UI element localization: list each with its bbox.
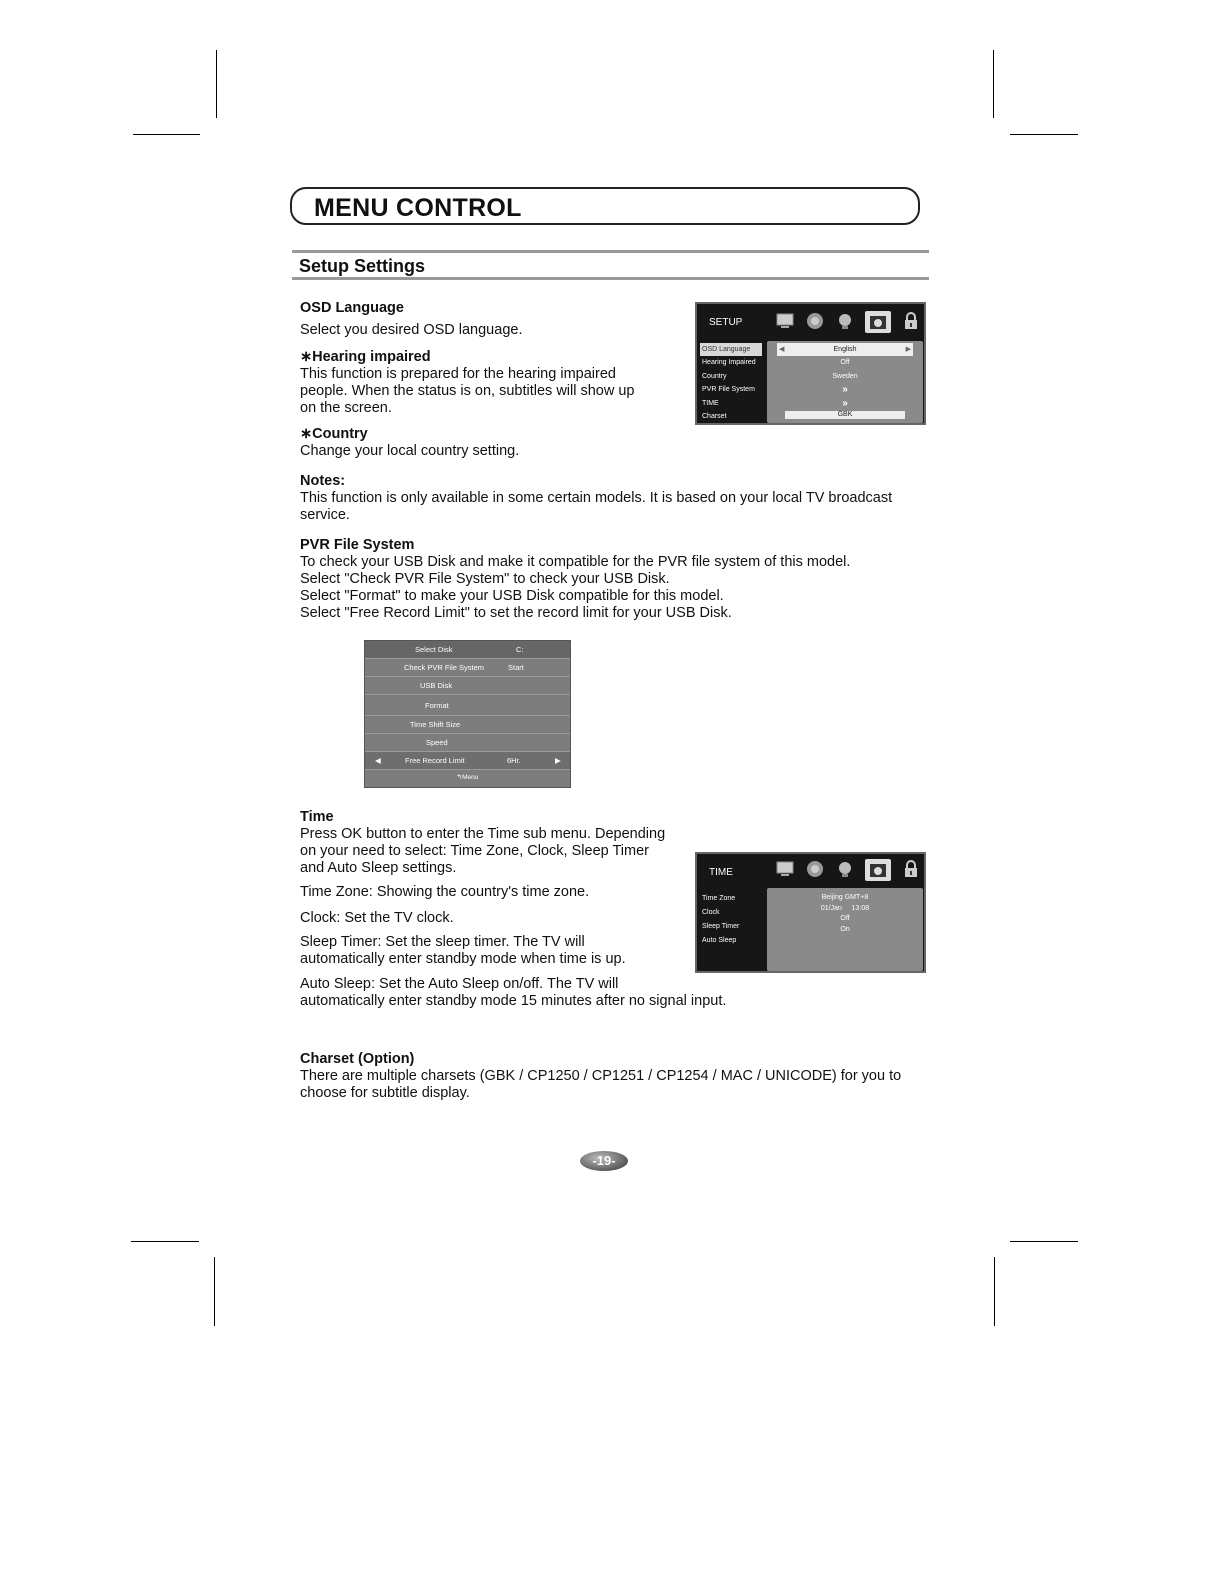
- tv-icon: [775, 311, 795, 331]
- notes-line: This function is only available in some certain models. It is based on your local TV broadcast: [300, 490, 893, 506]
- setup-value: »: [842, 397, 848, 409]
- setup-label: OSD Language: [700, 343, 762, 356]
- charset-line: There are multiple charsets (GBK / CP1250 / CP1251 / CP1254 / MAC / UNICODE) for you to: [300, 1068, 902, 1084]
- setup-value: Off: [840, 359, 850, 367]
- pvr-row: [365, 752, 570, 770]
- pvr-row: [365, 696, 570, 716]
- return-icon: ↰: [456, 774, 463, 781]
- setup-icon: [865, 311, 891, 333]
- pvr-row-label: Select Disk: [415, 645, 453, 654]
- osd-heading: OSD Language: [300, 300, 404, 316]
- pvr-footer-label: Menu: [462, 774, 479, 781]
- pvr-menu-screenshot: [364, 640, 571, 788]
- time-menu-title: TIME: [709, 867, 733, 878]
- time-line: and Auto Sleep settings.: [300, 860, 457, 876]
- crop-mark: [214, 1257, 215, 1326]
- pvr-line: Select "Check PVR File System" to check your USB Disk.: [300, 571, 670, 587]
- time-label: Sleep Timer: [702, 923, 740, 930]
- pvr-row-value: C:: [516, 645, 524, 654]
- notes-heading: Notes:: [300, 473, 346, 489]
- time-value: On: [840, 925, 850, 933]
- charset-heading: Charset (Option): [300, 1051, 415, 1067]
- settings-icon: [805, 859, 825, 879]
- notes-line: service.: [300, 507, 350, 523]
- crop-mark: [133, 134, 200, 135]
- hearing-line: on the screen.: [300, 400, 392, 416]
- pvr-row-label: Free Record Limit: [405, 756, 465, 765]
- charset-line: choose for subtitle display.: [300, 1085, 470, 1101]
- setup-menu-screenshot: [695, 302, 926, 425]
- page-number: -19-: [580, 1151, 628, 1171]
- pvr-row-value: Start: [508, 663, 524, 672]
- section-title: Setup Settings: [299, 256, 426, 276]
- time-label: Time Zone: [702, 895, 736, 902]
- pvr-line: Select "Format" to make your USB Disk compatible for this model.: [300, 588, 724, 604]
- hearing-line: This function is prepared for the hearing impaired: [300, 366, 616, 382]
- pvr-heading: PVR File System: [300, 537, 415, 553]
- setup-value: ◀ English ▶: [777, 343, 913, 356]
- time-zone-text: Time Zone: Showing the country's time zone.: [300, 884, 590, 900]
- crop-mark: [1010, 1241, 1078, 1242]
- pvr-row-label: Speed: [426, 738, 448, 747]
- pvr-row-label: Time Shift Size: [410, 720, 461, 729]
- time-value: 01/Jan 13:08: [820, 904, 870, 912]
- setup-value-text: English: [833, 346, 857, 353]
- setup-label: Country: [702, 372, 727, 380]
- pvr-line: Select "Free Record Limit" to set the record limit for your USB Disk.: [300, 605, 732, 621]
- page-title: MENU CONTROL: [314, 194, 522, 222]
- pvr-row: [365, 716, 570, 734]
- sleep-timer-text: Sleep Timer: Set the sleep timer. The TV will: [300, 934, 585, 950]
- sound-icon: [835, 311, 855, 331]
- pvr-row: [365, 641, 570, 659]
- left-arrow-icon: ◀: [375, 756, 381, 765]
- time-value: Beijing GMT+8: [821, 894, 869, 901]
- pvr-row-value: 6Hr.: [507, 756, 521, 765]
- hearing-heading: ∗Hearing impaired: [300, 349, 431, 365]
- hearing-line: people. When the status is on, subtitles will show up: [300, 383, 635, 399]
- pvr-row-label: Format: [425, 701, 449, 710]
- country-body: Change your local country setting.: [300, 443, 520, 459]
- time-line: Press OK button to enter the Time sub menu. Depending: [300, 826, 666, 842]
- setup-icon: [865, 859, 891, 881]
- pvr-footer: [365, 773, 570, 781]
- time-line: on your need to select: Time Zone, Clock, Sleep Timer: [300, 843, 649, 859]
- clock-text: Clock: Set the TV clock.: [300, 910, 454, 926]
- time-value: Off: [840, 915, 850, 922]
- pvr-line: To check your USB Disk and make it compatible for the PVR file system of this model.: [300, 554, 851, 570]
- setup-label: Hearing Impaired: [702, 359, 756, 367]
- page-header: [290, 187, 920, 225]
- crop-mark: [216, 50, 217, 118]
- setup-value: GBK: [785, 411, 905, 419]
- setup-menu-title: SETUP: [709, 317, 743, 328]
- time-label: Auto Sleep: [702, 937, 737, 944]
- setup-value: Sweden: [832, 372, 858, 380]
- sleep-timer-text: automatically enter standby mode when time is up.: [300, 951, 626, 967]
- lock-icon: [901, 311, 921, 331]
- time-label: Clock: [702, 909, 720, 916]
- osd-body: Select you desired OSD language.: [300, 322, 523, 338]
- time-heading: Time: [300, 809, 334, 825]
- auto-sleep-text: Auto Sleep: Set the Auto Sleep on/off. The TV will: [300, 976, 619, 992]
- crop-mark: [1010, 134, 1078, 135]
- sound-icon: [835, 859, 855, 879]
- lock-icon: [901, 859, 921, 879]
- right-arrow-icon: ▶: [555, 756, 561, 765]
- setup-label: TIME: [702, 399, 719, 407]
- pvr-row: [365, 677, 570, 695]
- setup-value: »: [842, 384, 848, 396]
- time-menu-screenshot: [695, 852, 926, 973]
- section-header: [292, 250, 929, 280]
- setup-label: Charset: [702, 412, 727, 420]
- pvr-row: [365, 659, 570, 677]
- pvr-row-label: USB Disk: [420, 681, 453, 690]
- country-heading: ∗Country: [300, 426, 368, 442]
- auto-sleep-text: automatically enter standby mode 15 minutes after no signal input.: [300, 993, 727, 1009]
- crop-mark: [994, 1257, 995, 1326]
- crop-mark: [131, 1241, 199, 1242]
- pvr-row-label: Check PVR File System: [404, 663, 485, 672]
- pvr-row: [365, 734, 570, 752]
- tv-icon: [775, 859, 795, 879]
- setup-label: PVR File System: [702, 386, 755, 394]
- settings-icon: [805, 311, 825, 331]
- crop-mark: [993, 50, 994, 118]
